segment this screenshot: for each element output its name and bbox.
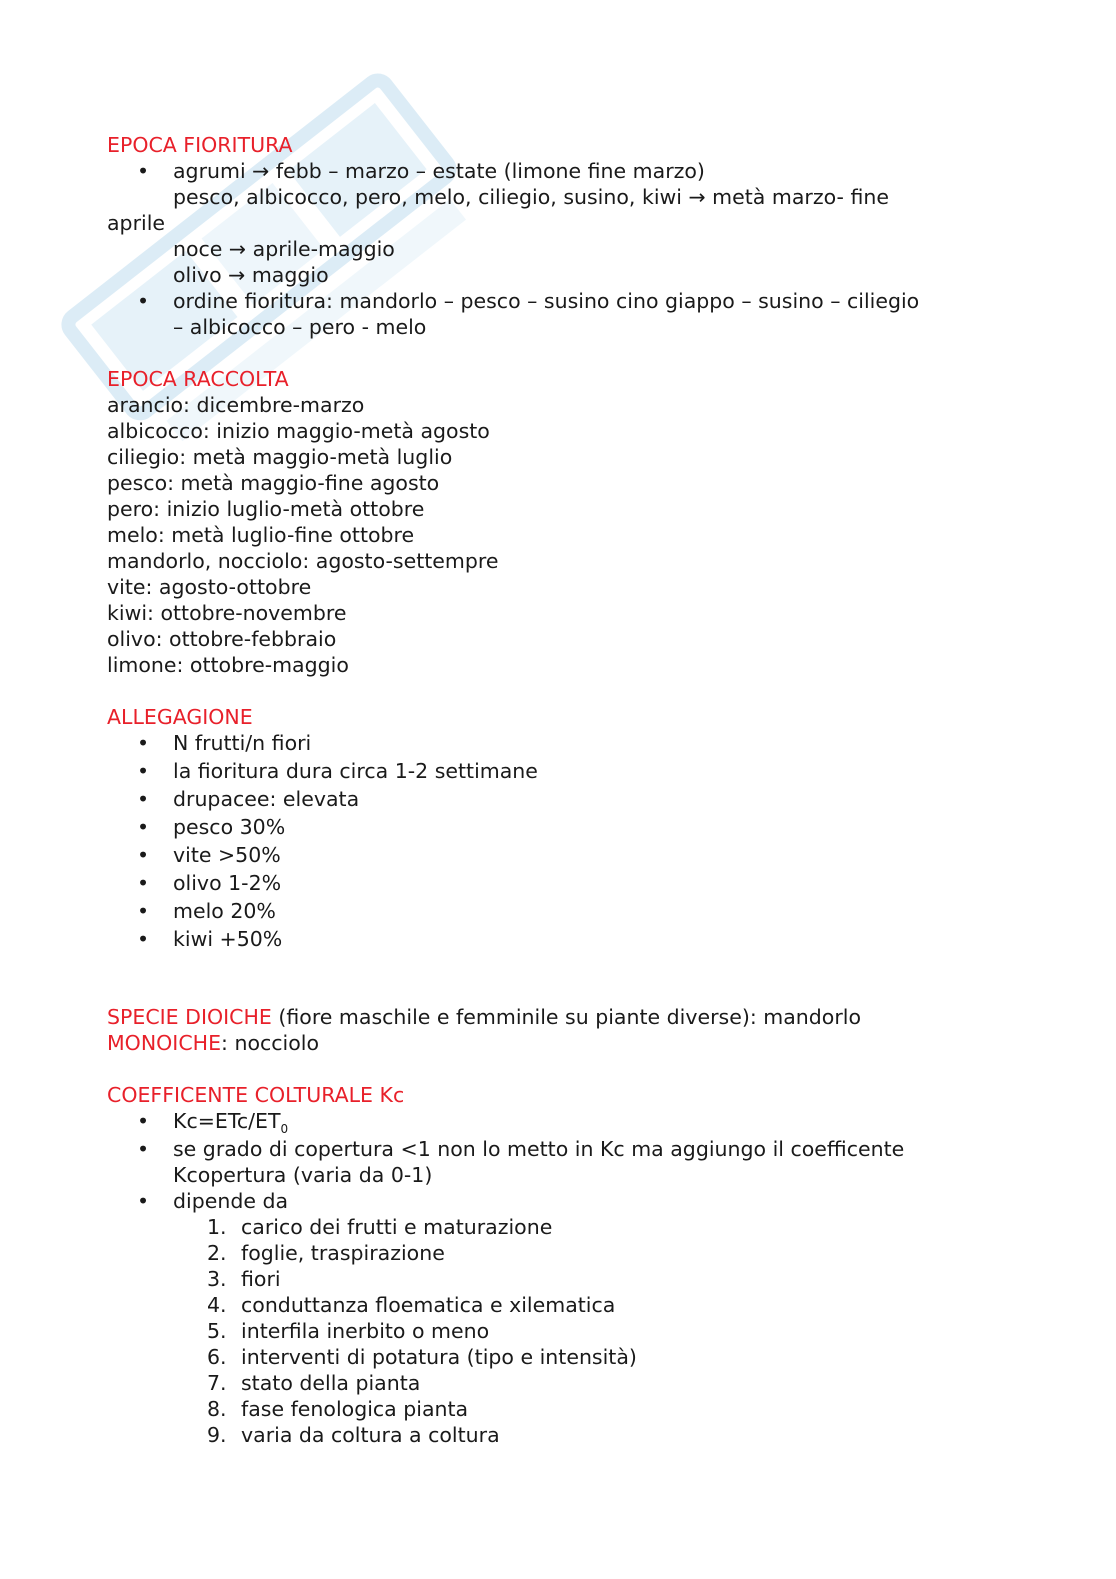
numbered-item [107, 1240, 1007, 1266]
numbered-text: carico dei frutti e maturazione [241, 1215, 553, 1239]
specie-monoiche-line [107, 1030, 1007, 1056]
numbered-text: foglie, traspirazione [241, 1241, 445, 1265]
numbered-item [107, 1292, 1007, 1318]
numbered-item [107, 1318, 1007, 1344]
bullet-item [107, 1188, 1007, 1214]
bullet-text: pesco 30% [173, 815, 286, 839]
bullet-dot: • [137, 731, 150, 755]
bullet-item [107, 1108, 1007, 1137]
bullet-dot: • [137, 843, 150, 867]
document-body [107, 132, 1007, 1448]
numbered-text: interventi di potatura (tipo e intensità) [241, 1345, 637, 1369]
numbered-item [107, 1396, 1007, 1422]
text-line: albicocco: inizio maggio-metà agosto [107, 419, 490, 443]
dioiche-label: SPECIE DIOICHE [107, 1005, 272, 1029]
numbered-item [107, 1214, 1007, 1240]
bullet-item [107, 842, 1007, 868]
item-number: 4. [207, 1293, 227, 1317]
bullet-text: agrumi → febb – marzo – estate (limone fine marzo) [173, 159, 705, 183]
text-line: vite: agosto-ottobre [107, 575, 312, 599]
bullet-dot: • [137, 899, 150, 923]
bullet-text: olivo 1-2% [173, 871, 282, 895]
text-line: kiwi: ottobre-novembre [107, 601, 347, 625]
text-line: limone: ottobre-maggio [107, 653, 349, 677]
item-number: 5. [207, 1319, 227, 1343]
numbered-text: stato della pianta [241, 1371, 421, 1395]
numbered-text: fiori [241, 1267, 281, 1291]
text-line: olivo: ottobre-febbraio [107, 627, 337, 651]
bullet-text: se grado di copertura <1 non lo metto in Kc ma aggiungo il coefficente [173, 1137, 905, 1161]
bullet-dot: • [137, 927, 150, 951]
numbered-text: varia da coltura a coltura [241, 1423, 500, 1447]
bullet-text: drupacee: elevata [173, 787, 360, 811]
bullet-item [107, 158, 1007, 184]
heading-coefficente-colturale: COEFFICENTE COLTURALE Kc [107, 1083, 405, 1107]
numbered-text: conduttanza floematica e xilematica [241, 1293, 616, 1317]
bullet-dot: • [137, 1189, 150, 1213]
item-number: 3. [207, 1267, 227, 1291]
bullet-continuation: – albicocco – pero - melo [173, 315, 427, 339]
bullet-dot: • [137, 759, 150, 783]
numbered-item [107, 1370, 1007, 1396]
item-number: 6. [207, 1345, 227, 1369]
bullet-item [107, 730, 1007, 756]
item-number: 8. [207, 1397, 227, 1421]
wrapped-text: aprile [107, 211, 166, 235]
bullet-dot: • [137, 1137, 150, 1161]
bullet-continuation: olivo → maggio [173, 263, 329, 287]
bullet-item [107, 926, 1007, 952]
bullet-item [107, 288, 1007, 314]
monoiche-label: MONOICHE [107, 1031, 222, 1055]
numbered-item [107, 1344, 1007, 1370]
text-line: arancio: dicembre-marzo [107, 393, 365, 417]
bullet-text: ordine fioritura: mandorlo – pesco – susino cino giappo – susino – ciliegio [173, 289, 920, 313]
bullet-dot: • [137, 1109, 150, 1133]
dioiche-text: (fiore maschile e femminile su piante diverse): mandorlo [271, 1005, 861, 1029]
bullet-text: melo 20% [173, 899, 276, 923]
bullet-text: dipende da [173, 1189, 289, 1213]
item-number: 2. [207, 1241, 227, 1265]
specie-dioiche-line [107, 1004, 1007, 1030]
numbered-item [107, 1422, 1007, 1448]
bullet-dot: • [137, 159, 150, 183]
item-number: 7. [207, 1371, 227, 1395]
item-number: 9. [207, 1423, 227, 1447]
item-number: 1. [207, 1215, 227, 1239]
text-line: pero: inizio luglio-metà ottobre [107, 497, 425, 521]
bullet-text: Kc=ETc/ET [173, 1109, 281, 1133]
numbered-item [107, 1266, 1007, 1292]
bullet-item [107, 786, 1007, 812]
bullet-text: vite >50% [173, 843, 281, 867]
bullet-item [107, 898, 1007, 924]
bullet-dot: • [137, 289, 150, 313]
bullet-dot: • [137, 871, 150, 895]
bullet-continuation: noce → aprile-maggio [173, 237, 395, 261]
text-line: mandorlo, nocciolo: agosto-settempre [107, 549, 499, 573]
monoiche-text: : nocciolo [221, 1031, 320, 1055]
bullet-continuation: Kcopertura (varia da 0-1) [173, 1163, 433, 1187]
numbered-text: interfila inerbito o meno [241, 1319, 490, 1343]
bullet-item [107, 870, 1007, 896]
subscript: 0 [280, 1122, 289, 1137]
text-line: pesco: metà maggio-fine agosto [107, 471, 440, 495]
heading-allegagione: ALLEGAGIONE [107, 705, 253, 729]
bullet-item [107, 814, 1007, 840]
heading-epoca-fioritura: EPOCA FIORITURA [107, 133, 293, 157]
bullet-item [107, 1136, 1007, 1162]
heading-epoca-raccolta: EPOCA RACCOLTA [107, 367, 289, 391]
bullet-item [107, 758, 1007, 784]
bullet-dot: • [137, 815, 150, 839]
numbered-text: fase fenologica pianta [241, 1397, 469, 1421]
text-line: melo: metà luglio-fine ottobre [107, 523, 415, 547]
text-line: ciliegio: metà maggio-metà luglio [107, 445, 453, 469]
bullet-text: kiwi +50% [173, 927, 283, 951]
bullet-text: la fioritura dura circa 1-2 settimane [173, 759, 538, 783]
bullet-continuation: pesco, albicocco, pero, melo, ciliegio, susino, kiwi → metà marzo- fine [173, 185, 889, 209]
bullet-dot: • [137, 787, 150, 811]
bullet-text: N frutti/n fiori [173, 731, 312, 755]
